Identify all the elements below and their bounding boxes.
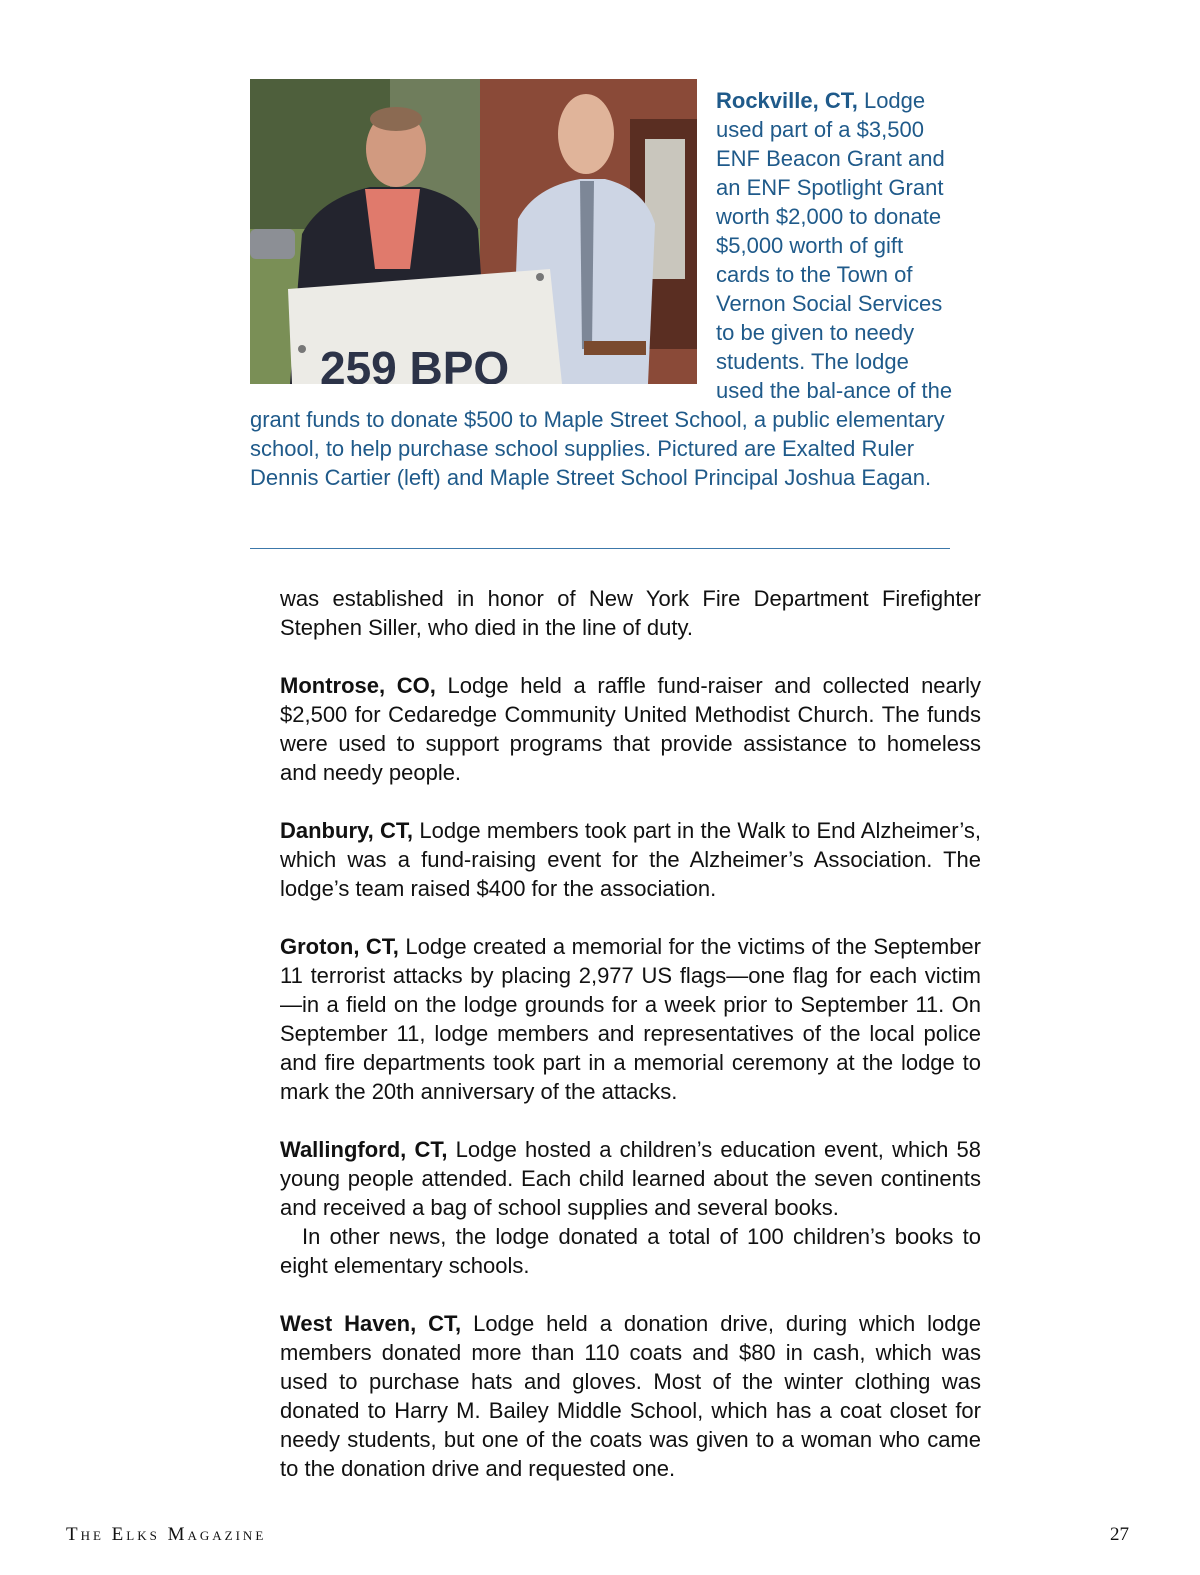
entry-danbury	[280, 816, 981, 903]
entry-text: Lodge created a memorial for the victims of the September 11 terrorist attacks by placing 2,977 US flags—one flag for each victim—in a field on the lodge grounds for a week prior to September 11. On September 11, lodge members and representatives of the local police and fire departments took part in a memorial ceremony at the lodge to mark the 20th anniversary of the attacks.	[280, 934, 981, 1104]
entry-lead: Danbury, CT,	[280, 818, 414, 843]
entry-wallingford-extra: In other news, the lodge donated a total of 100 children’s books to eight elementary schools.	[280, 1224, 981, 1278]
entry-lead: Groton, CT,	[280, 934, 399, 959]
entry-lead: West Haven, CT,	[280, 1311, 462, 1336]
banner-text: 259 BPO	[320, 342, 510, 384]
caption-text: Lodge used part of a $3,500 ENF Beacon Grant and an ENF Spotlight Grant worth $2,000 to donate $5,000 worth of gift cards to the Town of Vernon Social Services to be given to needy students. The lodge used the bal-ance of the grant funds to donate $500 to Maple Street School, a public elementary school, to help purchase school supplies. Pictured are Exalted Ruler Dennis Cartier (left) and Maple Street School Principal Joshua Eagan.	[250, 88, 953, 490]
entry-wallingford	[280, 1135, 981, 1222]
entry-montrose	[280, 671, 981, 787]
entry-west-haven	[280, 1309, 981, 1483]
photo-caption	[250, 86, 955, 492]
article-body	[280, 584, 981, 1512]
page-number: 27	[1110, 1524, 1129, 1545]
magazine-title: The Elks Magazine	[66, 1524, 267, 1545]
entry-text: Lodge hosted a children’s education event, which 58 young people attended. Each child learned about the seven continents and received a bag of school supplies and several books.	[280, 1137, 981, 1220]
entry-text: Lodge held a donation drive, during which lodge members donated more than 110 coats and $80 in cash, which was used to purchase hats and gloves. Most of the winter clothing was donated to Harry M. Bailey Middle School, which has a coat closet for needy students, but one of the coats was given to a woman who came to the donation drive and requested one.	[280, 1311, 981, 1481]
caption-lead: Rockville, CT,	[716, 88, 858, 113]
entry-text: Lodge held a raffle fund-raiser and collected nearly $2,500 for Cedaredge Community United Methodist Church. The funds were used to support programs that provide assistance to homeless and needy people.	[280, 673, 981, 785]
entry-groton	[280, 932, 981, 1106]
entry-lead: Wallingford, CT,	[280, 1137, 448, 1162]
intro-paragraph: was established in honor of New York Fire Department Firefighter Stephen Siller, who died in the line of duty.	[280, 586, 981, 640]
caption-divider	[250, 548, 950, 549]
entry-lead: Montrose, CO,	[280, 673, 436, 698]
entry-text: Lodge members took part in the Walk to End Alzheimer’s, which was a fund-raising event for the Alzheimer’s Association. The lodge’s team raised $400 for the association.	[280, 818, 981, 901]
